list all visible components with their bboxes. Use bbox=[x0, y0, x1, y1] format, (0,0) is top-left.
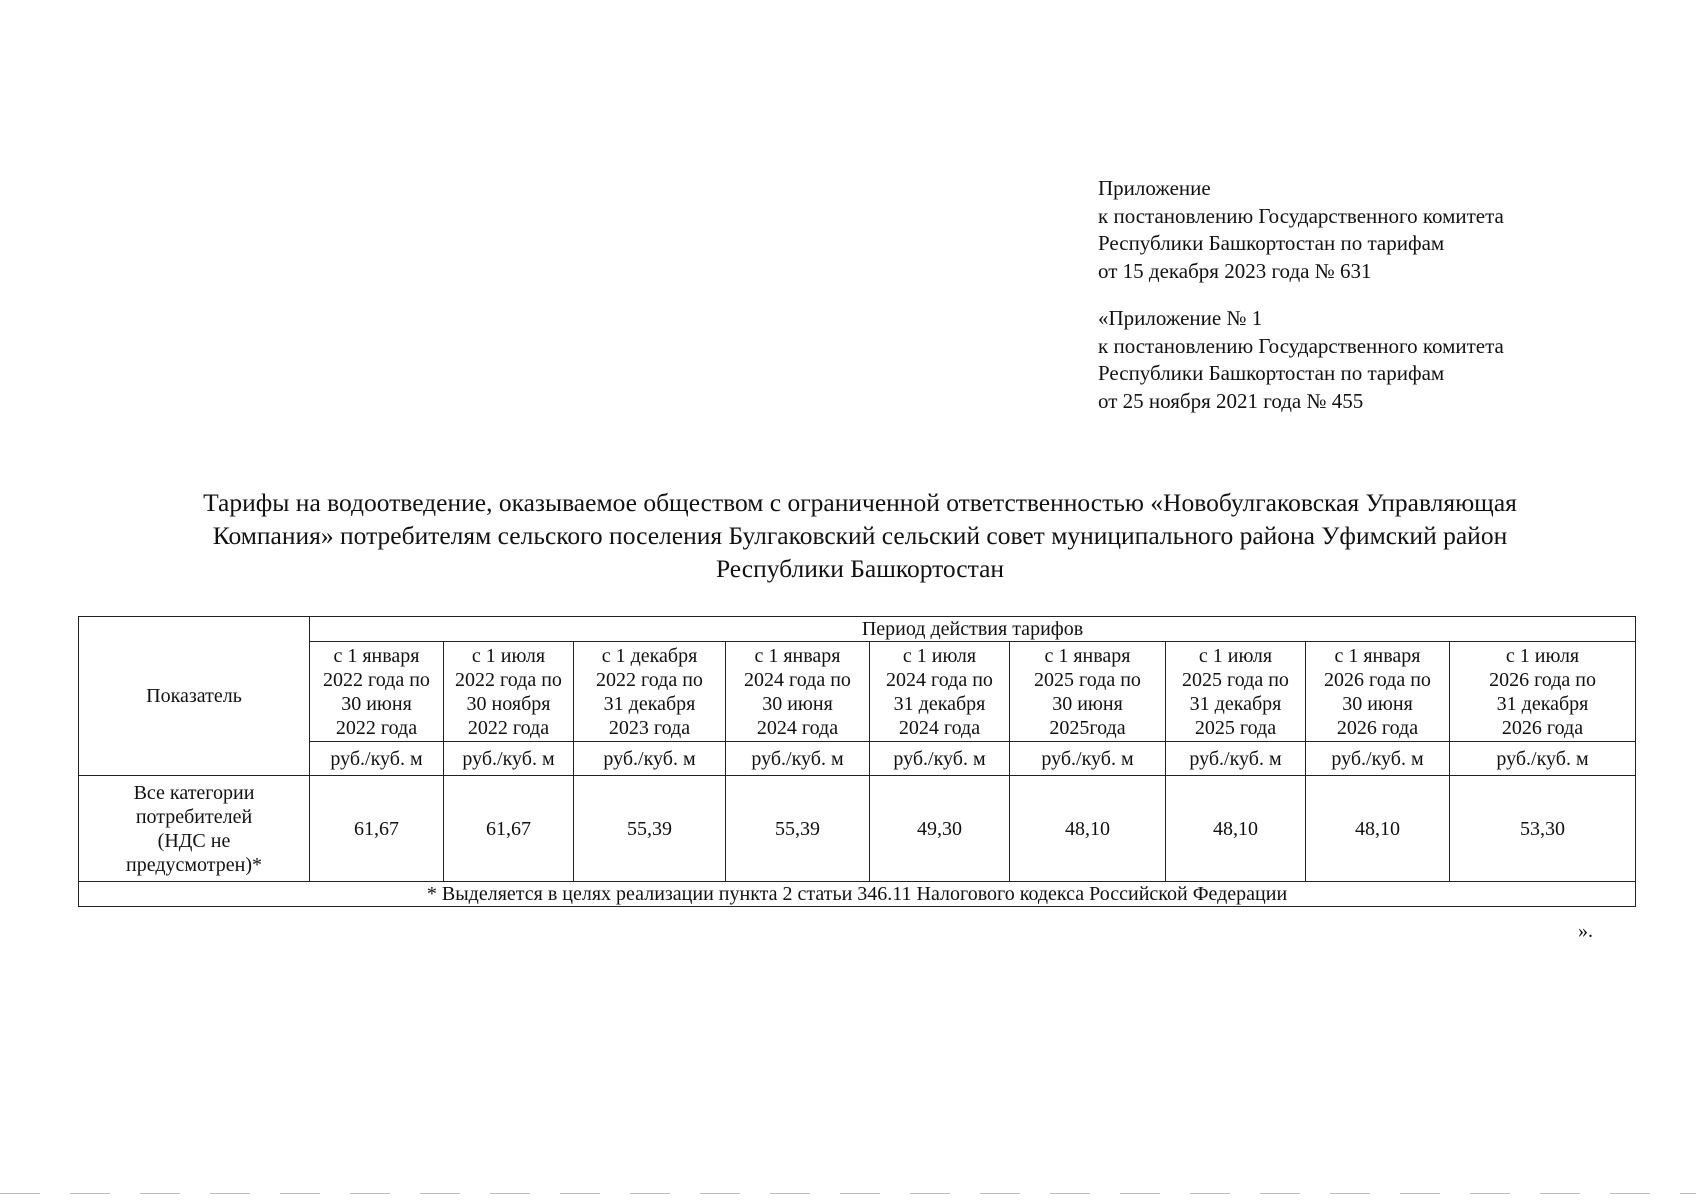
row-label-line: (НДС не bbox=[157, 829, 231, 852]
period-cell bbox=[1450, 642, 1636, 742]
period-cell bbox=[1010, 642, 1166, 742]
period-line: с 1 июля bbox=[902, 644, 977, 667]
tariff-value-cell: 49,30 bbox=[870, 776, 1010, 882]
value-row bbox=[79, 776, 1636, 882]
tariff-value-cell: 61,67 bbox=[444, 776, 574, 882]
unit-cell: руб./куб. м bbox=[310, 742, 444, 776]
period-line: 2022 года bbox=[467, 716, 550, 739]
title-line: Компания» потребителям сельского поселения Булгаковский сельский совет муниципального района Уфимский район bbox=[212, 521, 1508, 550]
unit-cell: руб./куб. м bbox=[1306, 742, 1450, 776]
period-line: 2025 года по bbox=[1034, 668, 1141, 691]
unit-cell: руб./куб. м bbox=[870, 742, 1010, 776]
period-line: 2026 года по bbox=[1489, 668, 1596, 691]
period-line: 30 июня bbox=[1342, 692, 1413, 715]
appendix-line: Республики Башкортостан по тарифам bbox=[1098, 361, 1445, 385]
appendix-line: от 25 ноября 2021 года № 455 bbox=[1098, 388, 1364, 413]
tariff-value-cell: 48,10 bbox=[1010, 776, 1166, 882]
period-line: 31 декабря bbox=[893, 692, 986, 715]
appendix-line: от 15 декабря 2023 года № 631 bbox=[1098, 258, 1372, 283]
period-line: с 1 января bbox=[333, 644, 420, 667]
period-cell bbox=[574, 642, 726, 742]
scan-artifact-line bbox=[0, 1193, 1696, 1194]
tariff-value-cell: 61,67 bbox=[310, 776, 444, 882]
period-header: Период действия тарифов bbox=[310, 617, 1636, 642]
tariff-value-cell: 48,10 bbox=[1166, 776, 1306, 882]
period-line: с 1 июля bbox=[1198, 644, 1273, 667]
tariff-value-cell: 48,10 bbox=[1306, 776, 1450, 882]
period-line: 2022 года по bbox=[455, 668, 562, 691]
period-line: 2024 года по bbox=[886, 668, 993, 691]
row-label-line: Все категории bbox=[133, 781, 255, 804]
period-line: 31 декабря bbox=[603, 692, 696, 715]
row-label bbox=[79, 776, 310, 882]
unit-cell: руб./куб. м bbox=[574, 742, 726, 776]
appendix-line: Приложение bbox=[1098, 176, 1211, 200]
period-cell bbox=[310, 642, 444, 742]
period-line: 30 июня bbox=[341, 692, 412, 715]
tariff-table bbox=[78, 616, 1636, 907]
tariff-value-cell: 55,39 bbox=[574, 776, 726, 882]
period-cell bbox=[444, 642, 574, 742]
period-line: 31 декабря bbox=[1496, 692, 1589, 715]
period-line: 2022 года по bbox=[596, 668, 703, 691]
appendix-current bbox=[1098, 175, 1504, 285]
period-line: с 1 января bbox=[754, 644, 841, 667]
period-line: 2025 года bbox=[1194, 716, 1277, 739]
appendix-original bbox=[1098, 305, 1504, 415]
title-line: Тарифы на водоотведение, оказываемое обществом с ограниченной ответственностью «Новобулгаковская Управляющая bbox=[203, 488, 1517, 517]
appendix-line: Республики Башкортостан по тарифам bbox=[1098, 231, 1445, 255]
period-line: 2022 года по bbox=[323, 668, 430, 691]
period-line: с 1 июля bbox=[471, 644, 546, 667]
title-line: Республики Башкортостан bbox=[715, 554, 1005, 583]
unit-cell: руб./куб. м bbox=[1450, 742, 1636, 776]
appendix-line: «Приложение № 1 bbox=[1098, 306, 1263, 330]
period-line: 2026 года bbox=[1336, 716, 1419, 739]
period-line: 2026 года по bbox=[1324, 668, 1431, 691]
period-line: 2024 года bbox=[898, 716, 981, 739]
unit-cell: руб./куб. м bbox=[444, 742, 574, 776]
row-label-line: предусмотрен)* bbox=[126, 853, 262, 876]
period-line: с 1 июля bbox=[1505, 644, 1580, 667]
period-line: 2022 года bbox=[335, 716, 418, 739]
period-cell bbox=[1166, 642, 1306, 742]
tariff-value-cell: 53,30 bbox=[1450, 776, 1636, 882]
period-cell bbox=[1306, 642, 1450, 742]
period-line: 2025 года по bbox=[1182, 668, 1289, 691]
period-line: 2024 года по bbox=[744, 668, 851, 691]
period-line: с 1 января bbox=[1334, 644, 1421, 667]
period-line: с 1 января bbox=[1044, 644, 1131, 667]
footnote: * Выделяется в целях реализации пункта 2 статьи 346.11 Налогового кодекса Российской Федерации bbox=[79, 882, 1636, 907]
closing-quote: ». bbox=[1578, 920, 1593, 942]
period-line: 30 июня bbox=[1052, 692, 1123, 715]
period-line: 2024 года bbox=[756, 716, 839, 739]
unit-cell: руб./куб. м bbox=[726, 742, 870, 776]
period-cell bbox=[870, 642, 1010, 742]
indicator-header: Показатель bbox=[79, 617, 310, 776]
period-line: 2025года bbox=[1049, 716, 1126, 739]
document-title bbox=[60, 486, 1660, 585]
row-label-line: потребителей bbox=[135, 805, 253, 828]
appendix-line: к постановлению Государственного комитета bbox=[1098, 333, 1504, 358]
unit-cell: руб./куб. м bbox=[1166, 742, 1306, 776]
period-cell bbox=[726, 642, 870, 742]
appendix-block bbox=[1098, 175, 1504, 435]
appendix-line: к постановлению Государственного комитета bbox=[1098, 203, 1504, 228]
period-line: 2023 года bbox=[608, 716, 691, 739]
period-line: с 1 декабря bbox=[601, 644, 698, 667]
unit-cell: руб./куб. м bbox=[1010, 742, 1166, 776]
period-line: 2026 года bbox=[1501, 716, 1584, 739]
period-row bbox=[79, 642, 1636, 742]
tariff-value-cell: 55,39 bbox=[726, 776, 870, 882]
unit-row bbox=[79, 742, 1636, 776]
period-line: 30 ноября bbox=[466, 692, 551, 715]
period-line: 30 июня bbox=[762, 692, 833, 715]
period-line: 31 декабря bbox=[1189, 692, 1282, 715]
